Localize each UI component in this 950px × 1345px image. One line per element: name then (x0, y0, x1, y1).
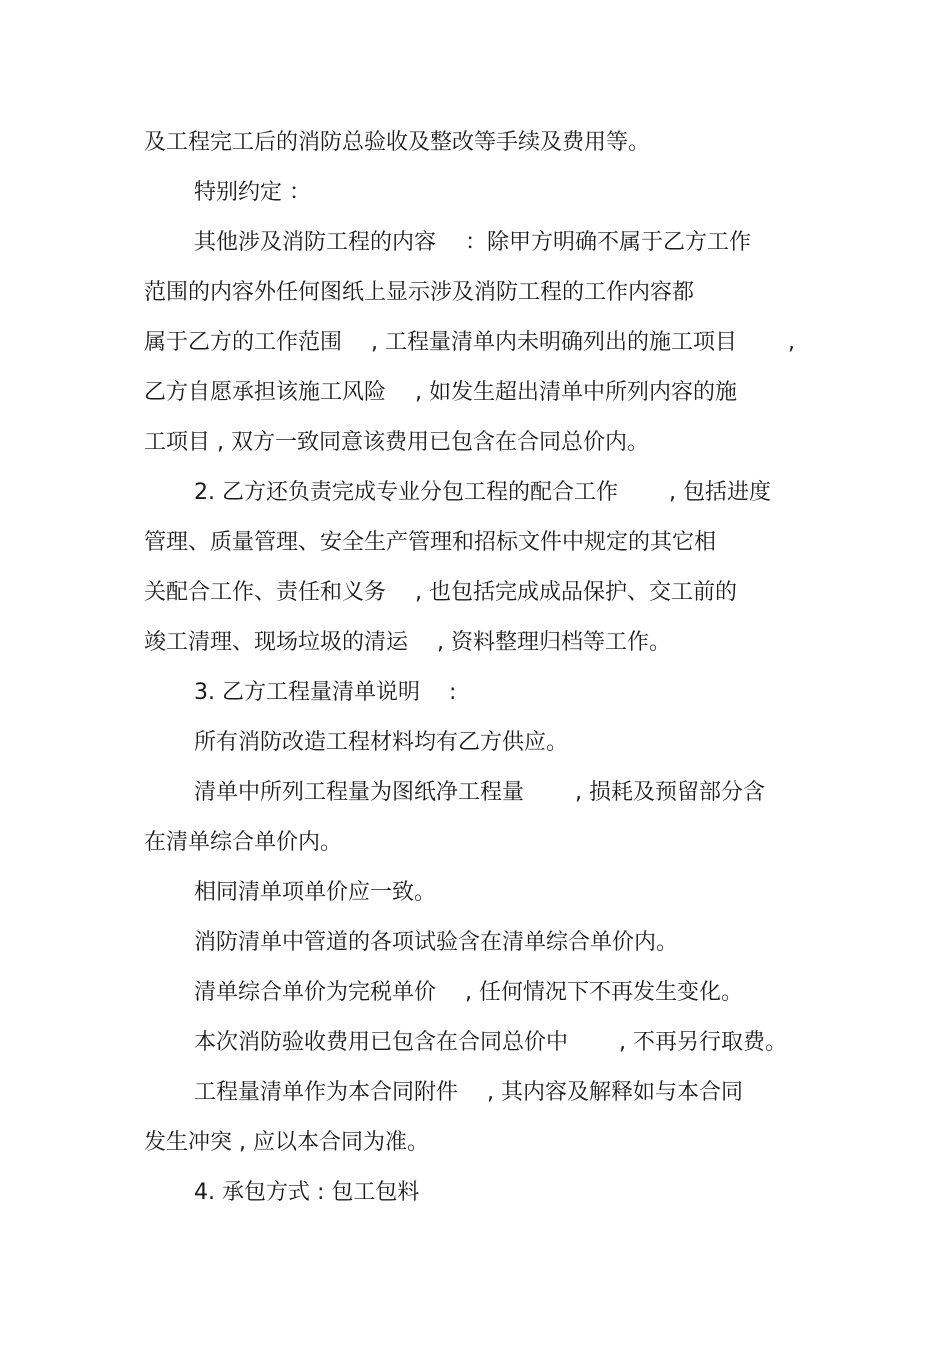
text-line: 3. 乙方工程量清单说明 : (194, 680, 457, 705)
text-line: 管理、质量管理、安全生产管理和招标文件中规定的其它相 (144, 530, 717, 555)
text-line: 乙方自愿承担该施工风险 , 如发生超出清单中所列内容的施 (144, 380, 737, 405)
text-line: 2. 乙方还负责完成专业分包工程的配合工作 , 包括进度 (194, 480, 771, 505)
text-line: 特别约定 ： (194, 180, 311, 205)
text-line: 竣工清理、现场垃圾的清运 , 资料整理归档等工作。 (144, 630, 671, 655)
text-line: 清单综合单价为完税单价 , 任何情况下不再发生变化。 (194, 980, 743, 1005)
text-line: 工程量清单作为本合同附件 , 其内容及解释如与本合同 (194, 1080, 743, 1105)
text-line: 发生冲突 , 应以本合同为准。 (144, 1130, 429, 1155)
text-line: 本次消防验收费用已包含在合同总价中 , 不再另行取费。 (194, 1030, 787, 1055)
text-line: 所有消防改造工程材料均有乙方供应。 (194, 730, 569, 755)
text-line: 其他涉及消防工程的内容 ：除甲方明确不属于乙方工作 (194, 230, 751, 255)
text-line: 相同清单项单价应一致。 (194, 880, 437, 905)
text-line: 范围的内容外任何图纸上显示涉及消防工程的工作内容都 (144, 280, 695, 305)
text-line: 4. 承包方式 : 包工包料 (194, 1180, 420, 1205)
text-line: 属于乙方的工作范围 , 工程量清单内未明确列出的施工项目 , (144, 330, 795, 355)
text-line: 工项目 , 双方一致同意该费用已包含在合同总价内。 (144, 430, 649, 455)
text-line: 及工程完工后的消防总验收及整改等手续及费用等。 (144, 130, 651, 155)
text-line: 清单中所列工程量为图纸净工程量 , 损耗及预留部分含 (194, 780, 765, 805)
text-line: 关配合工作、责任和义务 , 也包括完成成品保护、交工前的 (144, 580, 737, 605)
text-line: 在清单综合单价内。 (144, 830, 343, 855)
text-line: 消防清单中管道的各项试验含在清单综合单价内。 (194, 930, 679, 955)
